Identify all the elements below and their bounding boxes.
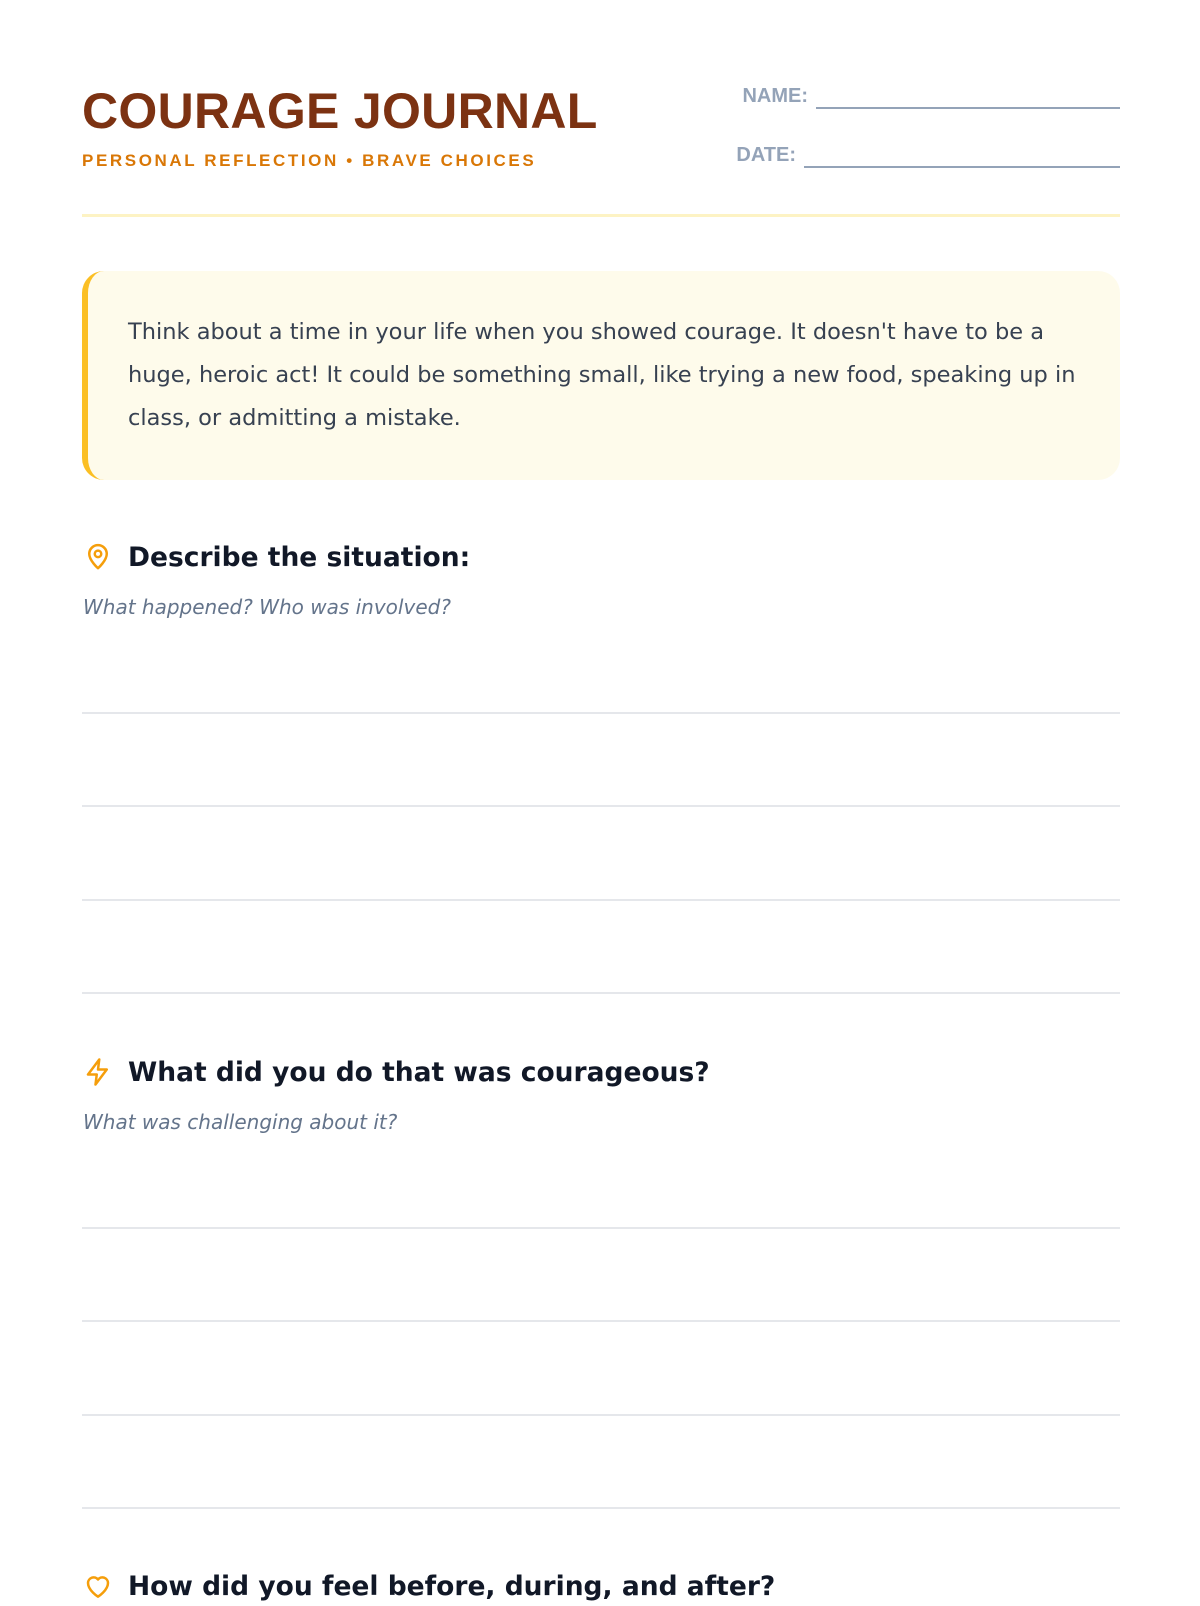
section-heading (82, 1566, 775, 1606)
section-title: How did you feel before, during, and after? (128, 1570, 776, 1602)
date-field[interactable] (736, 142, 1120, 168)
name-field[interactable] (742, 83, 1120, 109)
section-heading (82, 1052, 710, 1092)
section-title: Describe the situation: (128, 541, 471, 573)
writing-line[interactable] (82, 899, 1120, 901)
map-pin-icon (82, 541, 114, 573)
name-label: NAME: (742, 85, 808, 107)
section-heading (82, 537, 470, 577)
section-hint: What was challenging about it? (83, 1110, 398, 1134)
heart-icon (82, 1570, 114, 1602)
intro-text: Think about a time in your life when you showed courage. It doesn't have to be a huge, heroic act! It could be something small, like trying a new food, speaking up in class, or admitting a mistake. (128, 319, 1076, 431)
writing-line[interactable] (82, 1414, 1120, 1416)
page-title: COURAGE JOURNAL (82, 83, 598, 139)
journal-page (82, 0, 1120, 1600)
section-hint: What happened? Who was involved? (83, 595, 451, 619)
lightning-bolt-icon (82, 1056, 114, 1088)
writing-line[interactable] (82, 805, 1120, 807)
header-divider (82, 214, 1120, 217)
date-label: DATE: (736, 144, 796, 166)
writing-line[interactable] (82, 1507, 1120, 1509)
section-title: What did you do that was courageous? (128, 1056, 710, 1088)
writing-line[interactable] (82, 712, 1120, 714)
writing-line[interactable] (82, 1227, 1120, 1229)
writing-line[interactable] (82, 992, 1120, 994)
intro-callout (82, 271, 1120, 480)
page-subtitle: PERSONAL REFLECTION • BRAVE CHOICES (82, 151, 537, 170)
date-blank-line[interactable] (804, 144, 1120, 168)
name-blank-line[interactable] (816, 85, 1120, 109)
writing-line[interactable] (82, 1320, 1120, 1322)
